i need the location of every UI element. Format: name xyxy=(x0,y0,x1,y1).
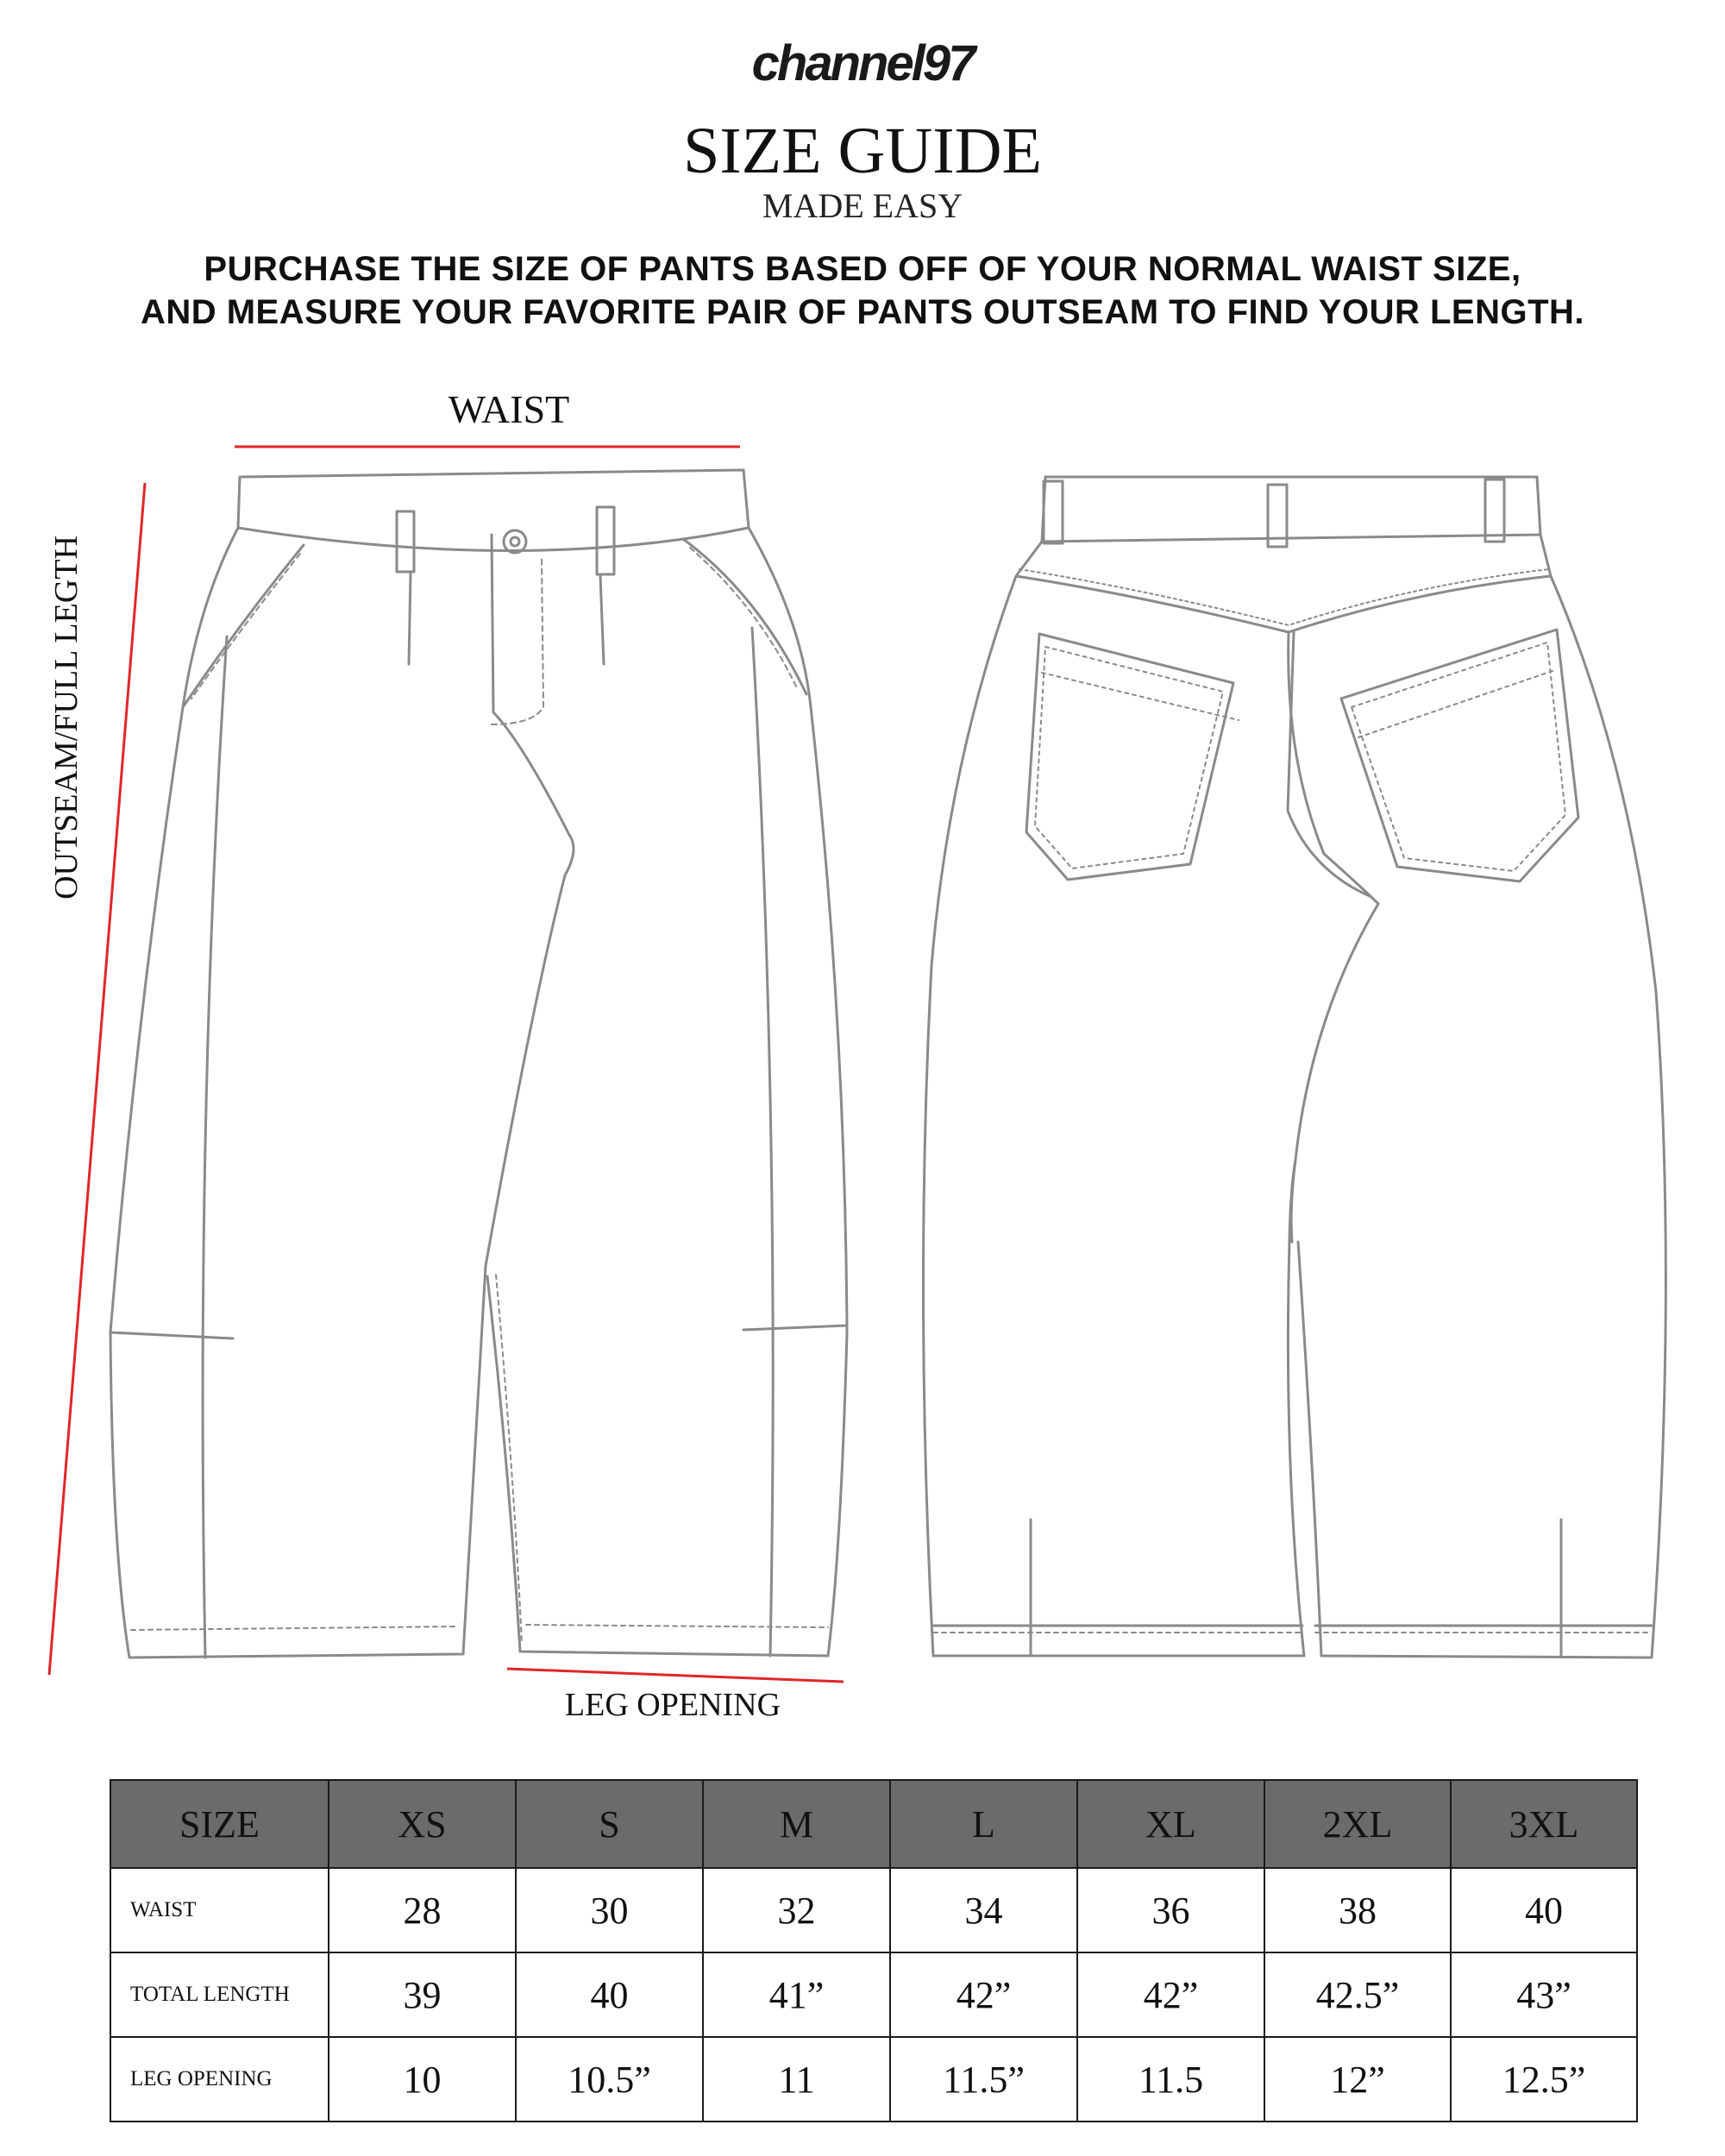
table-cell: 12” xyxy=(1264,2037,1451,2122)
page-title: SIZE GUIDE xyxy=(683,115,1042,187)
pants-back-view xyxy=(923,477,1665,1658)
table-cell: 36 xyxy=(1077,1868,1264,1952)
row-label-leg-opening: LEG OPENING xyxy=(110,2037,329,2122)
table-cell: 30 xyxy=(516,1868,703,1952)
table-cell: 43” xyxy=(1451,1952,1637,2037)
leg-opening-measure-line xyxy=(507,1669,844,1682)
table-cell: 10 xyxy=(329,2037,516,2122)
table-cell: 34 xyxy=(890,1868,1077,1952)
table-cell: 28 xyxy=(329,1868,516,1952)
column-header-3xl: 3XL xyxy=(1451,1780,1637,1868)
table-row-leg-opening xyxy=(110,2037,1637,2122)
table-cell: 32 xyxy=(703,1868,890,1952)
table-cell: 42” xyxy=(1077,1952,1264,2037)
table-cell: 12.5” xyxy=(1451,2037,1637,2122)
outseam-label: OUTSEAM/FULL LEGTH xyxy=(48,536,85,899)
table-cell: 41” xyxy=(703,1952,890,2037)
table-cell: 40 xyxy=(1451,1868,1637,1952)
column-header-l: L xyxy=(890,1780,1077,1868)
pants-front-view xyxy=(110,470,847,1658)
page-subtitle: MADE EASY xyxy=(762,186,963,225)
table-cell: 40 xyxy=(516,1952,703,2037)
table-cell: 11 xyxy=(703,2037,890,2122)
table-row-total-length xyxy=(110,1952,1637,2037)
row-label-waist: WAIST xyxy=(110,1868,329,1952)
brand-logo: channel97 xyxy=(751,35,974,91)
table-cell: 42.5” xyxy=(1264,1952,1451,2037)
column-header-xs: XS xyxy=(329,1780,516,1868)
table-cell: 38 xyxy=(1264,1868,1451,1952)
column-header-xl: XL xyxy=(1077,1780,1264,1868)
column-header-m: M xyxy=(703,1780,890,1868)
table-header-row xyxy=(110,1780,1637,1868)
column-header-s: S xyxy=(516,1780,703,1868)
waist-label: WAIST xyxy=(448,387,570,431)
table-cell: 10.5” xyxy=(516,2037,703,2122)
row-label-total-length: TOTAL LENGTH xyxy=(110,1952,329,2037)
table-cell: 11.5 xyxy=(1077,2037,1264,2122)
table-cell: 39 xyxy=(329,1952,516,2037)
instruction-line-2: AND MEASURE YOUR FAVORITE PAIR OF PANTS OUTSEAM TO FIND YOUR LENGTH. xyxy=(140,293,1585,331)
instruction-line-1: PURCHASE THE SIZE OF PANTS BASED OFF OF YOUR NORMAL WAIST SIZE, xyxy=(204,250,1521,288)
column-header-2xl: 2XL xyxy=(1264,1780,1451,1868)
column-header-size: SIZE xyxy=(110,1780,329,1868)
leg-opening-label: LEG OPENING xyxy=(564,1687,781,1723)
table-cell: 11.5” xyxy=(890,2037,1077,2122)
size-chart-table xyxy=(110,1779,1638,2122)
table-cell: 42” xyxy=(890,1952,1077,2037)
table-row-waist xyxy=(110,1868,1637,1952)
